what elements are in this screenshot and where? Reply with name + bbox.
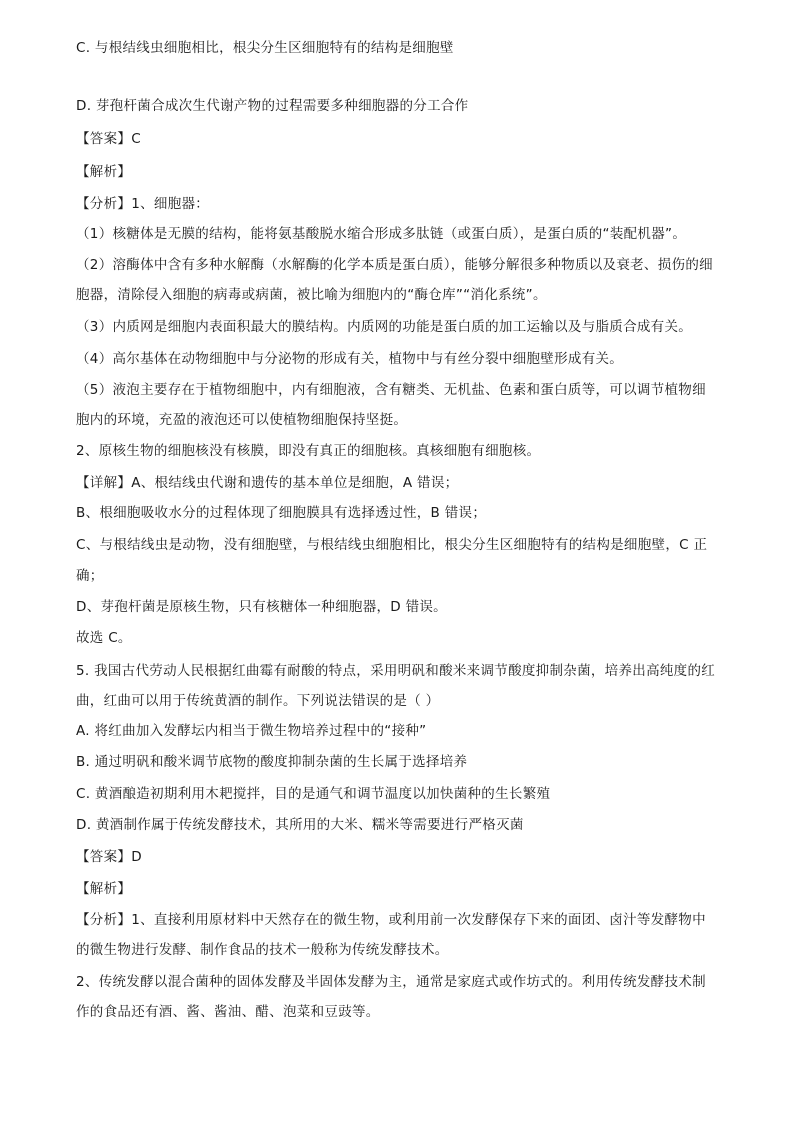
question-5-option-a: A. 将红曲加入发酵坛内相当于微生物培养过程中的“接种” — [76, 723, 427, 739]
question-5-option-d: D. 黄酒制作属于传统发酵技术，其所用的大米、糯米等需要进行严格灭菌 — [76, 817, 524, 833]
analysis-point-prokaryote: 2、原核生物的细胞核没有核膜，即没有真正的细胞核。真核细胞有细胞核。 — [76, 443, 541, 459]
question-5-line-2: 曲，红曲可以用于传统黄酒的制作。下列说法错误的是（ ） — [76, 693, 440, 709]
option-d: D. 芽孢杆菌合成次生代谢产物的过程需要多种细胞器的分工合作 — [76, 98, 469, 114]
analysis-2-point-2-line-2: 作的食品还有酒、酱、酱油、醋、泡菜和豆豉等。 — [76, 1004, 380, 1020]
detail-a: 【详解】A、根结线虫代谢和遗传的基本单位是细胞，A 错误； — [76, 475, 459, 491]
analysis-point-2-line-2: 胞器，清除侵入细胞的病毒或病菌，被比喻为细胞内的“酶仓库”“消化系统”。 — [76, 287, 547, 303]
analysis-point-3: （3）内质网是细胞内表面积最大的膜结构。内质网的功能是蛋白质的加工运输以及与脂质合成有关。 — [76, 319, 693, 335]
answer-label: 【答案】C — [76, 131, 141, 147]
analysis-2-point-2-line-1: 2、传统发酵以混合菌种的固体发酵及半固体发酵为主，通常是家庭式或作坊式的。利用传统发酵技术制 — [76, 974, 706, 990]
detail-b: B、根细胞吸收水分的过程体现了细胞膜具有选择透过性，B 错误； — [76, 505, 487, 521]
analysis-2-point-1-line-2: 的微生物进行发酵、制作食品的技术一般称为传统发酵技术。 — [76, 942, 449, 958]
analysis-heading: 【分析】1、细胞器： — [76, 196, 210, 212]
question-5-line-1: 5. 我国古代劳动人民根据红曲霉有耐酸的特点，采用明矾和酸米来调节酸度抑制杂菌，培养出高纯度的红 — [76, 663, 716, 679]
option-c: C. 与根结线虫细胞相比，根尖分生区细胞特有的结构是细胞壁 — [76, 40, 454, 56]
answer-label-2: 【答案】D — [76, 849, 142, 865]
analysis-label-2: 【解析】 — [76, 881, 132, 897]
question-5-option-c: C. 黄酒酿造初期利用木耙搅拌，目的是通气和调节温度以加快菌种的生长繁殖 — [76, 786, 551, 802]
question-5-option-b: B. 通过明矾和酸米调节底物的酸度抑制杂菌的生长属于选择培养 — [76, 754, 468, 770]
analysis-point-5-line-2: 胞内的环境，充盈的液泡还可以使植物细胞保持坚挺。 — [76, 412, 408, 428]
analysis-point-5-line-1: （5）液泡主要存在于植物细胞中，内有细胞液，含有糖类、无机盐、色素和蛋白质等，可以调节植物细 — [76, 382, 706, 398]
analysis-point-2-line-1: （2）溶酶体中含有多种水解酶（水解酶的化学本质是蛋白质），能够分解很多种物质以及衰老、损伤的细 — [76, 257, 713, 273]
detail-c-line-1: C、与根结线虫是动物，没有细胞壁，与根结线虫细胞相比，根尖分生区细胞特有的结构是细胞壁，C 正 — [76, 537, 708, 553]
analysis-2-point-1-line-1: 【分析】1、直接利用原材料中天然存在的微生物，或利用前一次发酵保存下来的面团、卤汁等发酵物中 — [76, 912, 706, 928]
analysis-point-1: （1）核糖体是无膜的结构，能将氨基酸脱水缩合形成多肽链（或蛋白质），是蛋白质的“装配机器”。 — [76, 226, 687, 242]
analysis-label: 【解析】 — [76, 164, 132, 180]
conclusion: 故选 C。 — [76, 630, 132, 646]
detail-d: D、芽孢杆菌是原核生物，只有核糖体一种细胞器，D 错误。 — [76, 599, 447, 615]
analysis-point-4: （4）高尔基体在动物细胞中与分泌物的形成有关，植物中与有丝分裂中细胞壁形成有关。 — [76, 351, 624, 367]
detail-c-line-2: 确； — [76, 568, 104, 584]
